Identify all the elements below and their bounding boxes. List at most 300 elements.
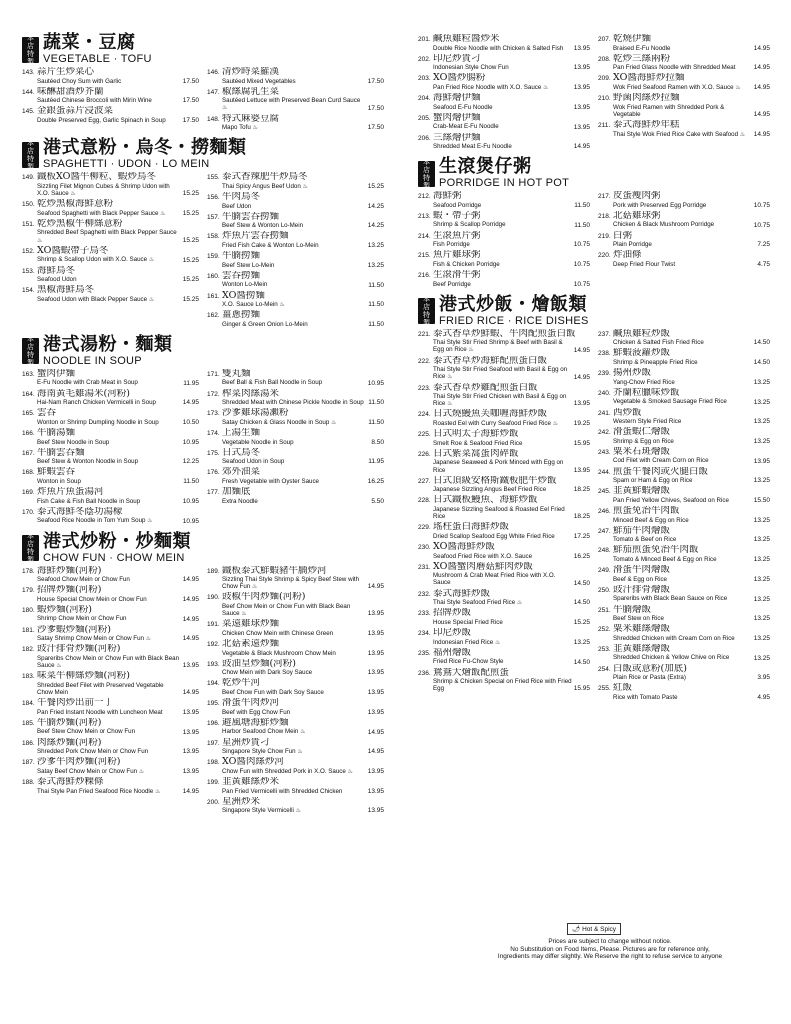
item-name-en: Beef Stew Lo-Mein: [222, 261, 275, 269]
menu-item: [598, 683, 770, 701]
item-price: 13.25: [753, 477, 770, 485]
item-price: 15.25: [182, 256, 199, 264]
item-name-zh: 蟹肉燴伊麵: [433, 112, 481, 123]
menu-item: [207, 212, 384, 230]
item-name-en: Thai Style Pan Fried Seafood Rice Noodle ♨: [37, 787, 161, 795]
item-name-zh: 海鮮粥: [433, 191, 462, 202]
item-name-en: Spareribs with Black Bean Sauce on Rice: [613, 595, 728, 603]
item-price: 7.25: [757, 241, 770, 249]
item-number: 164.: [22, 390, 35, 398]
item-name-en: Fish & Chicken Porridge: [433, 260, 500, 268]
item-price: 13.95: [182, 728, 199, 736]
item-price: 13.95: [367, 787, 384, 795]
item-number: 247.: [598, 527, 611, 535]
item-number: 251.: [598, 606, 611, 614]
item-name-en: Double Rice Noodle with Chicken & Salted Fish: [433, 44, 564, 52]
item-name-zh: 西炒飯: [613, 407, 642, 418]
house-special-stamp-icon: [22, 33, 39, 66]
item-name-en: Beef Chow Mein or Chow Fun with Black Bean Sauce ♨: [222, 602, 351, 618]
item-price: 13.95: [367, 807, 384, 815]
item-name-zh: 鐵板XO醬牛柳粒、蝦炒烏冬: [37, 172, 156, 183]
menu-subcolumn: [22, 67, 199, 133]
item-price: 14.95: [573, 346, 590, 354]
footer-line: Ingredients may differ slightly. We Reserve the right to refuse service to anyone: [497, 953, 723, 961]
item-name-en: Shredded Chicken & Yellow Chive on Rice: [613, 654, 730, 662]
item-price: 19.25: [573, 420, 590, 428]
item-name-zh: 牛腩雲吞撈麵: [222, 211, 280, 222]
section-header: [22, 139, 384, 170]
item-name-en: Seafood Udon in Soup: [222, 458, 285, 466]
item-name-zh: 豉油皇炒麵(河粉): [222, 658, 296, 669]
item-number: 224.: [418, 411, 431, 419]
item-price: 13.95: [367, 630, 384, 638]
menu-item: [598, 368, 770, 386]
item-number: 203.: [418, 75, 431, 83]
menu-subcolumn: [22, 369, 199, 527]
section-header: [22, 333, 384, 368]
menu-item: [598, 388, 770, 406]
item-name-zh: 郊外油菜: [222, 467, 261, 478]
item-name-en: Satay Beef Chow Mein or Chow Fun ♨: [37, 767, 145, 775]
item-name-zh: 鮮茄牛肉燴飯: [613, 525, 671, 536]
item-name-en: Beef Chow Fun with Dark Soy Sauce: [222, 688, 324, 696]
menu-item: [598, 250, 770, 268]
item-name-en: Japanese Sizzling Angus Beef Fried Rice: [433, 486, 547, 494]
menu-item: [418, 250, 590, 268]
stamp-char: 店: [27, 343, 34, 352]
menu-item: [207, 192, 384, 210]
item-name-en: Shrimp & Scallop Udon with X.O. Sauce ♨: [37, 256, 155, 264]
item-name-zh: 海鮮炒麵(河粉): [37, 565, 102, 576]
item-name-en: Fried Fish Cake & Wonton Lo-Mein: [222, 241, 319, 249]
menu-item: [207, 619, 384, 637]
item-price: 14.95: [182, 576, 199, 584]
right-column: [418, 34, 770, 709]
stamp-char: 製: [27, 556, 34, 565]
menu-item: [598, 34, 770, 52]
item-price: 3.95: [757, 674, 770, 682]
menu-item: [418, 628, 590, 646]
item-name-zh: 瑤柱蛋白海鮮炒飯: [433, 522, 510, 533]
menu-item: [22, 172, 199, 197]
item-price: 15.25: [182, 209, 199, 217]
menu-item: [22, 605, 199, 623]
section-title-zh: 蔬菜・豆腐: [43, 32, 136, 53]
item-price: 14.95: [753, 130, 770, 138]
stamp-char: 店: [27, 146, 34, 155]
menu-item: [22, 219, 199, 244]
menu-item: [207, 467, 384, 485]
item-price: 13.95: [573, 103, 590, 111]
item-name-en: Shrimp & Egg on Rice: [613, 437, 674, 445]
item-price: 14.50: [573, 579, 590, 587]
item-price: 14.25: [367, 202, 384, 210]
footer-line: Prices are subject to change without notice.: [548, 938, 672, 945]
menu-item: [418, 589, 590, 607]
item-name-zh: 印尼炒飯: [433, 628, 472, 639]
menu-item: [22, 87, 199, 105]
stamp-char: 店: [27, 41, 34, 50]
menu-item: [598, 329, 770, 347]
menu-item: [207, 757, 384, 775]
item-name-zh: 煎蛋免治牛肉飯: [613, 506, 680, 517]
item-name-en: Seafood E-Fu Noodle: [433, 103, 493, 111]
item-number: 152.: [22, 247, 35, 255]
item-number: 226.: [418, 450, 431, 458]
stamp-char: 本: [27, 335, 34, 344]
item-number: 168.: [22, 469, 35, 477]
item-name-en: Shrimp & Scallop Porridge: [433, 221, 506, 229]
item-price: 13.95: [182, 748, 199, 756]
menu-item: [207, 428, 384, 446]
item-price: 13.95: [182, 662, 199, 670]
menu-item: [22, 467, 199, 485]
item-price: 13.25: [753, 575, 770, 583]
menu-item: [418, 54, 590, 72]
stamp-char: 製: [27, 162, 34, 171]
menu-item: [418, 562, 590, 587]
item-name-zh: 乾炒黑椒海鮮意粉: [37, 199, 114, 210]
item-name-en: Singapore Style Chow Fun ♨: [222, 748, 303, 756]
menu-item: [207, 738, 384, 756]
menu-item: [598, 545, 770, 563]
item-number: 214.: [418, 232, 431, 240]
item-name-en: Beef Porridge: [433, 280, 471, 288]
item-number: 246.: [598, 508, 611, 516]
item-name-en: Vegetable Noodle in Soup: [222, 438, 294, 446]
item-price: 13.95: [573, 84, 590, 92]
item-number: 154.: [22, 287, 35, 295]
item-number: 193.: [207, 660, 220, 668]
item-name-zh: 北菇素遠炒麵: [222, 639, 280, 650]
item-number: 200.: [207, 798, 220, 806]
item-name-zh: 乾燒伊麵: [613, 34, 652, 44]
item-name-en: Chicken Chow Mein with Chinese Green: [222, 629, 334, 637]
item-number: 149.: [22, 174, 35, 182]
item-number: 225.: [418, 431, 431, 439]
item-price: 14.50: [753, 339, 770, 347]
item-name-zh: 炸魚片雲吞撈麵: [222, 231, 289, 242]
item-number: 239.: [598, 370, 611, 378]
item-price: 13.25: [367, 242, 384, 250]
item-number: 253.: [598, 645, 611, 653]
menu-item: [207, 251, 384, 269]
stamp-char: 特: [423, 173, 430, 182]
item-price: 14.95: [182, 615, 199, 623]
menu-item: [22, 698, 199, 716]
menu-item: [22, 106, 199, 124]
item-name-en: Singapore Style Vermicelli ♨: [222, 807, 302, 815]
item-name-en: Pan Fried Glass Noodle with Shredded Meat: [613, 64, 736, 72]
item-name-zh: 泰式海鮮炒飯: [433, 588, 491, 599]
item-price: 13.95: [367, 669, 384, 677]
hot-spicy-label: Hot & Spicy: [582, 926, 617, 933]
item-name-en: Shredded Beef Spaghetti with Black Pepper Sauce ♨: [37, 229, 177, 244]
item-name-zh: 上湯生麵: [222, 428, 261, 439]
item-number: 204.: [418, 95, 431, 103]
item-name-zh: 海鮮燴伊麵: [433, 93, 481, 104]
stamp-char: 特: [423, 311, 430, 320]
item-name-en: Cod Filet with Cream Corn on Rice: [613, 457, 709, 465]
menu-item: [598, 427, 770, 445]
menu-item: [418, 113, 590, 131]
item-name-zh: 星洲炒米: [222, 796, 261, 807]
item-name-en: Rice with Tomato Paste: [613, 693, 678, 701]
item-number: 191.: [207, 621, 220, 629]
menu-item: [22, 671, 199, 696]
item-price: 15.25: [573, 619, 590, 627]
item-price: 13.95: [573, 466, 590, 474]
menu-item: [207, 659, 384, 677]
item-name-zh: 煎蛋午餐肉或火腿白飯: [613, 466, 709, 477]
item-name-en: Japanese Seaweed & Pork Minced with Egg on Rice: [433, 459, 564, 474]
item-number: 206.: [418, 134, 431, 142]
item-number: 187.: [22, 759, 35, 767]
item-name-zh: 炸油條: [613, 250, 642, 261]
item-name-en: Tomato & Minced Beef & Egg on Rice: [613, 555, 717, 563]
item-name-en: Seafood Udon: [37, 276, 77, 284]
menu-item: [22, 428, 199, 446]
menu-item: [207, 797, 384, 815]
item-number: 189.: [207, 567, 220, 575]
item-name-zh: 鐵板泰式鮮蝦豬牛腩炒河: [222, 565, 327, 576]
item-name-zh: 蝦炒麵(河粉): [37, 604, 92, 615]
item-name-en: Pan Fried Instant Noodle with Luncheon Meat: [37, 708, 163, 716]
item-number: 218.: [598, 212, 611, 220]
item-price: 13.95: [367, 768, 384, 775]
item-price: 13.95: [367, 610, 384, 618]
stamp-char: 製: [27, 57, 34, 66]
item-name-zh: 菜遠雞球炒麵: [222, 619, 280, 630]
menu-item: [22, 266, 199, 284]
item-price: 17.50: [367, 104, 384, 112]
item-price: 11.95: [183, 379, 199, 387]
item-number: 238.: [598, 350, 611, 358]
item-number: 241.: [598, 409, 611, 417]
menu-item: [22, 777, 199, 795]
menu-section-soup: [22, 333, 384, 527]
stamp-char: 本: [423, 157, 430, 166]
item-number: 165.: [22, 410, 35, 418]
stamp-char: 製: [27, 359, 34, 368]
item-number: 235.: [418, 649, 431, 657]
item-price: 13.25: [753, 654, 770, 662]
item-name-en: Beef Stew Noodle in Soup: [37, 438, 110, 446]
section-title-zh: 港式炒粉・炒麵類: [43, 530, 191, 552]
item-name-zh: 滑蛋牛肉燴飯: [613, 565, 671, 576]
item-number: 146.: [207, 69, 220, 76]
item-price: 14.95: [182, 399, 199, 407]
item-number: 222.: [418, 357, 431, 365]
item-price: 14.50: [573, 599, 590, 607]
item-name-zh: 日式紫菜窩蛋肉碎飯: [433, 448, 519, 459]
menu-item: [22, 246, 199, 264]
item-number: 234.: [418, 630, 431, 638]
item-name-zh: 鴛鴦大燴飯配煎蛋: [433, 667, 510, 678]
item-name-en: Vegetable & Smoked Sausage Fried Rice: [613, 398, 727, 406]
item-name-zh: 三絲燴伊麵: [433, 132, 481, 143]
item-name-zh: 鮮蝦菠蘿炒飯: [613, 348, 671, 359]
item-number: 242.: [598, 429, 611, 437]
item-number: 158.: [207, 233, 220, 241]
item-name-en: Fish Porridge: [433, 241, 470, 249]
item-name-en: Sautéed Choy Sum with Garlic: [37, 77, 122, 85]
item-price: 13.25: [753, 398, 770, 406]
item-number: 254.: [598, 665, 611, 673]
item-number: 161.: [207, 292, 220, 300]
item-number: 162.: [207, 312, 220, 320]
item-name-zh: 滑蛋蝦仁燴飯: [613, 427, 671, 438]
item-name-zh: 雲吞: [37, 408, 57, 419]
item-name-en: Wonton in Soup: [37, 477, 81, 485]
item-name-zh: 白飯或意粉(加底): [613, 663, 687, 674]
menu-item: [418, 231, 590, 249]
item-name-zh: 蒜片生炒菜心: [37, 67, 95, 77]
item-price: 11.50: [368, 281, 384, 289]
house-special-stamp-icon: [22, 138, 39, 171]
item-name-zh: 避風塘海鮮炒麵: [222, 717, 289, 728]
item-number: 177.: [207, 489, 220, 497]
item-price: 15.25: [182, 295, 199, 303]
item-name-zh: 蟹肉伊麵: [37, 368, 76, 379]
stamp-char: 本: [423, 295, 430, 304]
item-name-zh: 黑椒海鮮烏冬: [37, 285, 95, 296]
item-price: 14.95: [753, 64, 770, 72]
section-title-en: SPAGHETTI · UDON · LO MEIN: [43, 158, 210, 171]
item-name-en: Crab-Meat E-Fu Noodle: [433, 123, 499, 131]
menu-item: [598, 120, 770, 138]
item-name-en: Seafood Porridge: [433, 201, 482, 209]
item-price: 14.95: [182, 635, 199, 643]
item-price: 13.25: [753, 516, 770, 524]
item-number: 159.: [207, 253, 220, 261]
menu-subcolumn: [598, 329, 770, 703]
house-special-stamp-icon: [418, 295, 435, 328]
menu-section-veg: [22, 34, 384, 133]
item-name-en: Wok Fried Ramen with Shredded Pork & Vegetable: [613, 103, 725, 118]
menu-item: [207, 566, 384, 591]
item-number: 180.: [22, 606, 35, 614]
item-number: 229.: [418, 524, 431, 532]
menu-item: [418, 270, 590, 288]
menu-item: [418, 93, 590, 111]
menu-item: [418, 409, 590, 427]
item-name-zh: 牛腩湯麵: [37, 428, 76, 439]
item-name-en: Braised E-Fu Noodle: [613, 44, 671, 52]
menu-item: [207, 67, 384, 85]
item-name-zh: 揚州炒飯: [613, 368, 652, 379]
item-name-en: Chicken & Black Mushroom Porridge: [613, 221, 715, 229]
item-name-en: Shrimp & Chicken Special on Fried Rice with Fried Egg: [433, 678, 572, 693]
item-name-en: Thai Style Wok Fried Rice Cake with Seafood ♨: [613, 130, 746, 138]
menu-item: [207, 271, 384, 289]
item-name-zh: 鮮蝦雲吞: [37, 467, 76, 478]
item-number: 213.: [418, 212, 431, 220]
item-name-zh: 乾炒牛河: [222, 678, 261, 689]
menu-subcolumn: [207, 566, 384, 817]
item-price: 13.95: [367, 689, 384, 697]
item-price: 13.95: [182, 708, 199, 716]
item-name-zh: 野菌肉絲炒拉麵: [613, 93, 680, 104]
item-name-en: Beef & Egg on Rice: [613, 575, 668, 583]
item-number: 148.: [207, 115, 220, 123]
menu-item: [207, 639, 384, 657]
item-price: 13.25: [753, 615, 770, 623]
item-name-zh: 泰式海鮮冬蔭功湯檬: [37, 506, 123, 517]
section-title-en: CHOW FUN · CHOW MEIN: [43, 551, 185, 564]
item-price: 14.95: [753, 84, 770, 92]
item-price: 17.50: [182, 97, 199, 105]
item-number: 250.: [598, 586, 611, 594]
item-name-zh: 炸魚片魚蛋湯河: [37, 487, 104, 498]
item-number: 166.: [22, 430, 35, 438]
item-name-en: Sizzling Filet Mignon Cubes & Shrimp Udon with X.O. Sauce ♨: [37, 182, 170, 198]
item-name-en: Seafood Chow Mein or Chow Fun: [37, 576, 130, 584]
menu-item: [598, 506, 770, 524]
menu-subcolumn: [418, 329, 590, 703]
item-name-zh: 牛腩炒麵(河粉): [37, 717, 102, 728]
item-number: 176.: [207, 469, 220, 477]
item-name-zh: 雲吞撈麵: [222, 270, 261, 281]
item-name-en: Sizzling Thai Style Shrimp & Spicy Beef Stew with Chow Fun ♨: [222, 576, 360, 591]
menu-item: [598, 624, 770, 642]
menu-item: [598, 93, 770, 118]
item-name-zh: XO醬撈麵: [222, 290, 265, 301]
item-name-zh: 韭黃雞絲炒米: [222, 777, 280, 787]
item-price: 13.25: [753, 378, 770, 386]
item-name-zh: 特式麻婆豆腐: [222, 113, 280, 124]
section-header: [22, 530, 384, 565]
item-name-en: Spareribs Chow Mein or Chow Fun with Black Bean Sauce ♨: [37, 654, 180, 670]
item-price: 10.75: [573, 280, 590, 288]
item-price: 13.95: [182, 768, 199, 775]
item-name-zh: 皮蛋瘦肉粥: [613, 191, 661, 202]
item-name-zh: 海鮮烏冬: [37, 265, 76, 276]
item-price: 11.95: [368, 458, 384, 466]
stamp-char: 本: [27, 33, 34, 42]
item-name-zh: 豉椒牛肉炒麵(河粉): [222, 592, 306, 603]
stamp-char: 店: [423, 165, 430, 174]
item-price: 5.50: [371, 497, 384, 505]
item-name-en: Minced Beef & Egg on Rice: [613, 516, 689, 524]
item-name-zh: 鹹魚雞粒醬炒米: [433, 34, 500, 44]
item-price: 13.95: [573, 123, 590, 131]
item-price: 14.95: [367, 728, 384, 736]
item-name-zh: 紅飯: [613, 683, 633, 694]
menu-item: [418, 542, 590, 560]
item-name-zh: 星洲炒貴刁: [222, 737, 270, 748]
item-name-en: Tomato & Beef on Rice: [613, 536, 677, 544]
stamp-char: 製: [423, 319, 430, 328]
item-name-en: Seafood Rice Noodle in Tom Yum Soup ♨: [37, 517, 153, 525]
stamp-char: 特: [27, 548, 34, 557]
item-price: 13.25: [753, 536, 770, 544]
item-price: 16.25: [367, 478, 384, 486]
item-name-zh: 韭黃雞絲燴飯: [613, 643, 671, 654]
menu-item: [598, 231, 770, 249]
menu-section-chow: [22, 530, 384, 817]
item-name-zh: 沙爹牛肉炒麵(河粉): [37, 757, 121, 768]
item-name-en: Double Preserved Egg, Garlic Spinach in Soup: [37, 116, 166, 124]
item-price: 17.25: [573, 533, 590, 541]
item-number: 145.: [22, 108, 35, 116]
menu-subcolumn: [418, 34, 590, 152]
item-number: 228.: [418, 497, 431, 505]
item-name-en: Yang-Chow Fried Rice: [613, 378, 675, 386]
menu-item: [598, 54, 770, 72]
item-number: 185.: [22, 719, 35, 727]
item-name-zh: 福州燴飯: [433, 647, 472, 658]
